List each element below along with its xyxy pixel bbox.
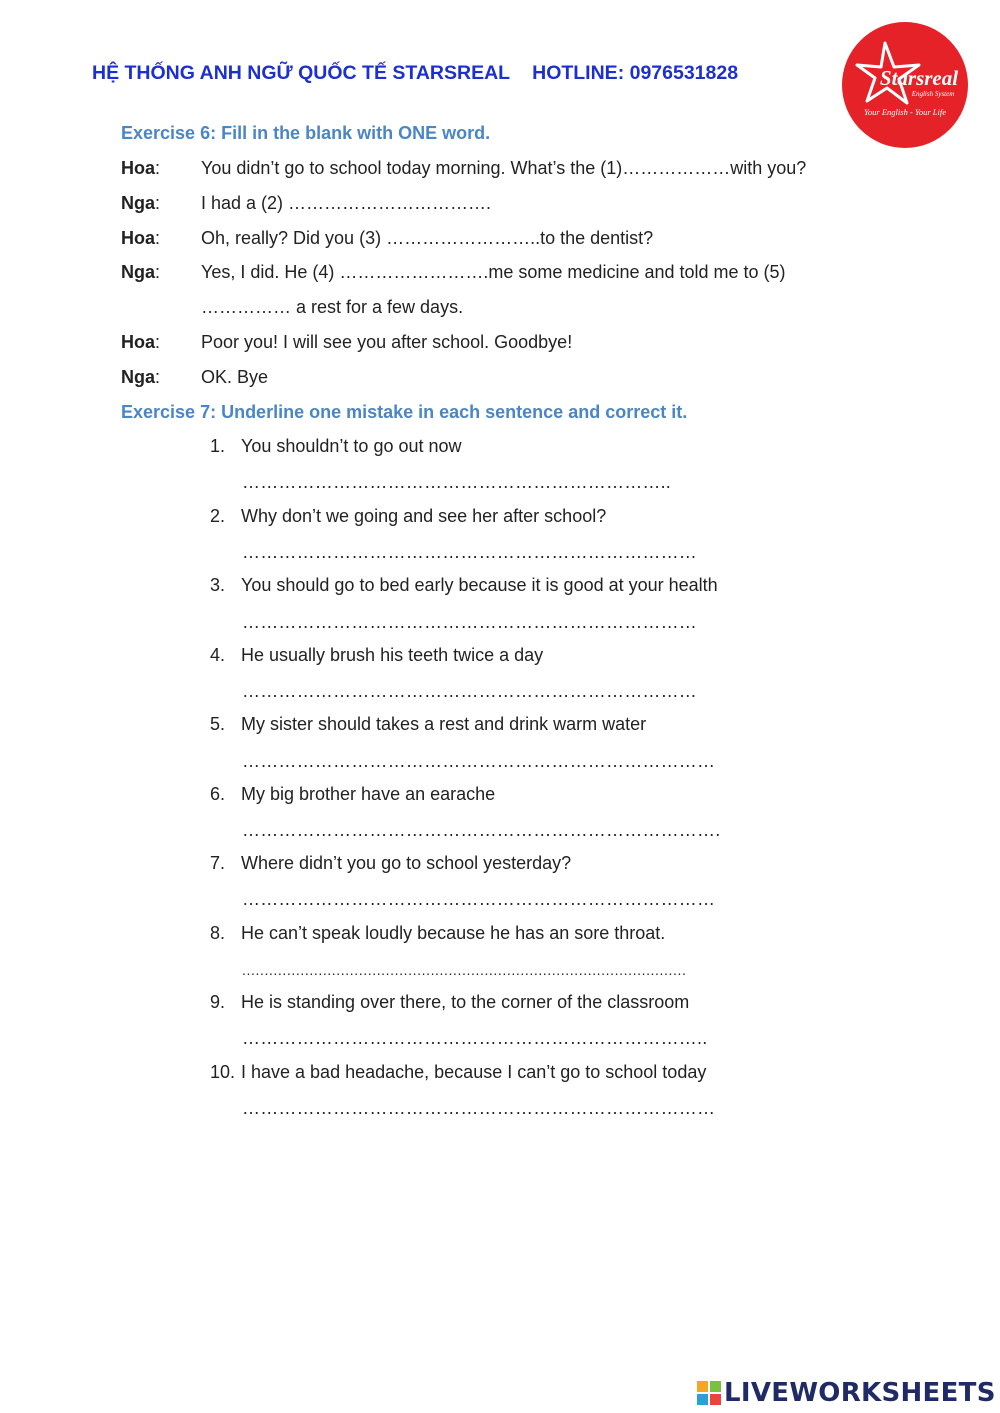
dialogue-line: Hoa: Poor you! I will see you after school. Goodbye!	[121, 332, 573, 352]
list-item	[210, 992, 689, 1013]
item-sentence: He is standing over there, to the corner of the classroom	[241, 992, 690, 1012]
answer-blank[interactable]: …………………………………………………………………….	[242, 820, 721, 840]
item-sentence: Where didn’t you go to school yesterday?	[241, 853, 572, 873]
item-sentence: He can’t speak loudly because he has an sore throat.	[241, 923, 666, 943]
answer-blank[interactable]: …………………………………………………………………	[242, 542, 697, 562]
dialogue-text: I had a (2) …………………………….	[201, 193, 492, 213]
logo-brand-text: Starsreal	[879, 66, 959, 90]
speaker: Nga	[121, 262, 156, 282]
speaker: Nga	[121, 367, 156, 387]
liveworksheets-brand: LIVEWORKSHEETS	[724, 1378, 996, 1408]
item-number: 1.	[210, 436, 226, 456]
answer-blank[interactable]: ……………………………………………………………………	[242, 1098, 716, 1118]
dialogue-text: OK. Bye	[201, 367, 269, 387]
item-sentence: He usually brush his teeth twice a day	[241, 645, 544, 665]
list-item	[210, 1062, 706, 1083]
hotline: HOTLINE: 0976531828	[532, 62, 739, 84]
item-number: 4.	[210, 645, 226, 665]
school-header	[92, 62, 738, 85]
answer-blank[interactable]: …………………………………………………………………	[242, 681, 697, 701]
list-item	[210, 853, 571, 874]
item-number: 6.	[210, 784, 226, 804]
dialogue-line: Nga: I had a (2) …………………………….	[121, 193, 492, 213]
item-sentence: My sister should takes a rest and drink warm water	[241, 714, 647, 734]
dialogue-line: Hoa: Oh, really? Did you (3) ……………………..to the dentist?	[121, 228, 654, 248]
starsreal-logo	[841, 21, 969, 149]
dialogue-line: Nga: Yes, I did. He (4) …………………….me some medicine and told me to (5)	[121, 262, 786, 282]
item-sentence: You shouldn’t to go out now	[241, 436, 462, 456]
list-item	[210, 436, 462, 457]
liveworksheets-icon	[697, 1381, 721, 1405]
answer-blank[interactable]: …………………………………………………………………..	[242, 1028, 708, 1048]
speaker: Hoa	[121, 158, 156, 178]
list-item	[210, 506, 606, 527]
exercise-6-title: Exercise 6: Fill in the blank with ONE word.	[121, 123, 491, 143]
dialogue-text: You didn’t go to school today morning. What’s the (1)………………with you?	[201, 158, 807, 178]
exercise-7-title: Exercise 7: Underline one mistake in each sentence and correct it.	[121, 402, 688, 422]
speaker: Hoa	[121, 332, 156, 352]
list-item	[210, 645, 543, 666]
list-item	[210, 923, 665, 944]
dialogue-text: Poor you! I will see you after school. Goodbye!	[201, 332, 573, 352]
answer-blank[interactable]: ……………………………………………………………..	[242, 472, 672, 492]
liveworksheets-logo	[697, 1378, 996, 1408]
list-item	[210, 784, 495, 805]
answer-blank[interactable]: …………………………………………………………………	[242, 612, 697, 632]
logo-tagline: Your English - Your Life	[863, 107, 947, 117]
item-number: 8.	[210, 923, 226, 943]
dialogue-line: Hoa: You didn’t go to school today morning. What’s the (1)………………with you?	[121, 158, 807, 178]
item-sentence: My big brother have an earache	[241, 784, 496, 804]
item-number: 10.	[210, 1062, 236, 1082]
logo-sub-text: English System	[911, 90, 955, 98]
list-item	[210, 714, 646, 735]
school-name: HỆ THỐNG ANH NGỮ QUỐC TẾ STARSREAL	[92, 62, 511, 84]
dialogue-text: Oh, really? Did you (3) ……………………..to the dentist?	[201, 228, 654, 248]
answer-blank[interactable]: ……………………………………………………………………	[242, 889, 716, 909]
item-sentence: Why don’t we going and see her after school?	[241, 506, 607, 526]
item-number: 5.	[210, 714, 226, 734]
item-number: 7.	[210, 853, 226, 873]
dialogue-line: Nga: OK. Bye	[121, 367, 269, 387]
speaker: Hoa	[121, 228, 156, 248]
speaker: Nga	[121, 193, 156, 213]
answer-blank[interactable]: ……………………………………………………………………	[242, 751, 716, 771]
item-number: 9.	[210, 992, 226, 1012]
item-sentence: I have a bad headache, because I can’t go to school today	[241, 1062, 707, 1082]
dialogue-text: Yes, I did. He (4) …………………….me some medicine and told me to (5)	[201, 262, 786, 282]
item-sentence: You should go to bed early because it is good at your health	[241, 575, 718, 595]
item-number: 3.	[210, 575, 226, 595]
dialogue-continuation: …………… a rest for a few days.	[201, 297, 464, 317]
list-item	[210, 575, 718, 596]
answer-blank[interactable]: ...................................................................................................	[242, 962, 687, 978]
item-number: 2.	[210, 506, 226, 526]
